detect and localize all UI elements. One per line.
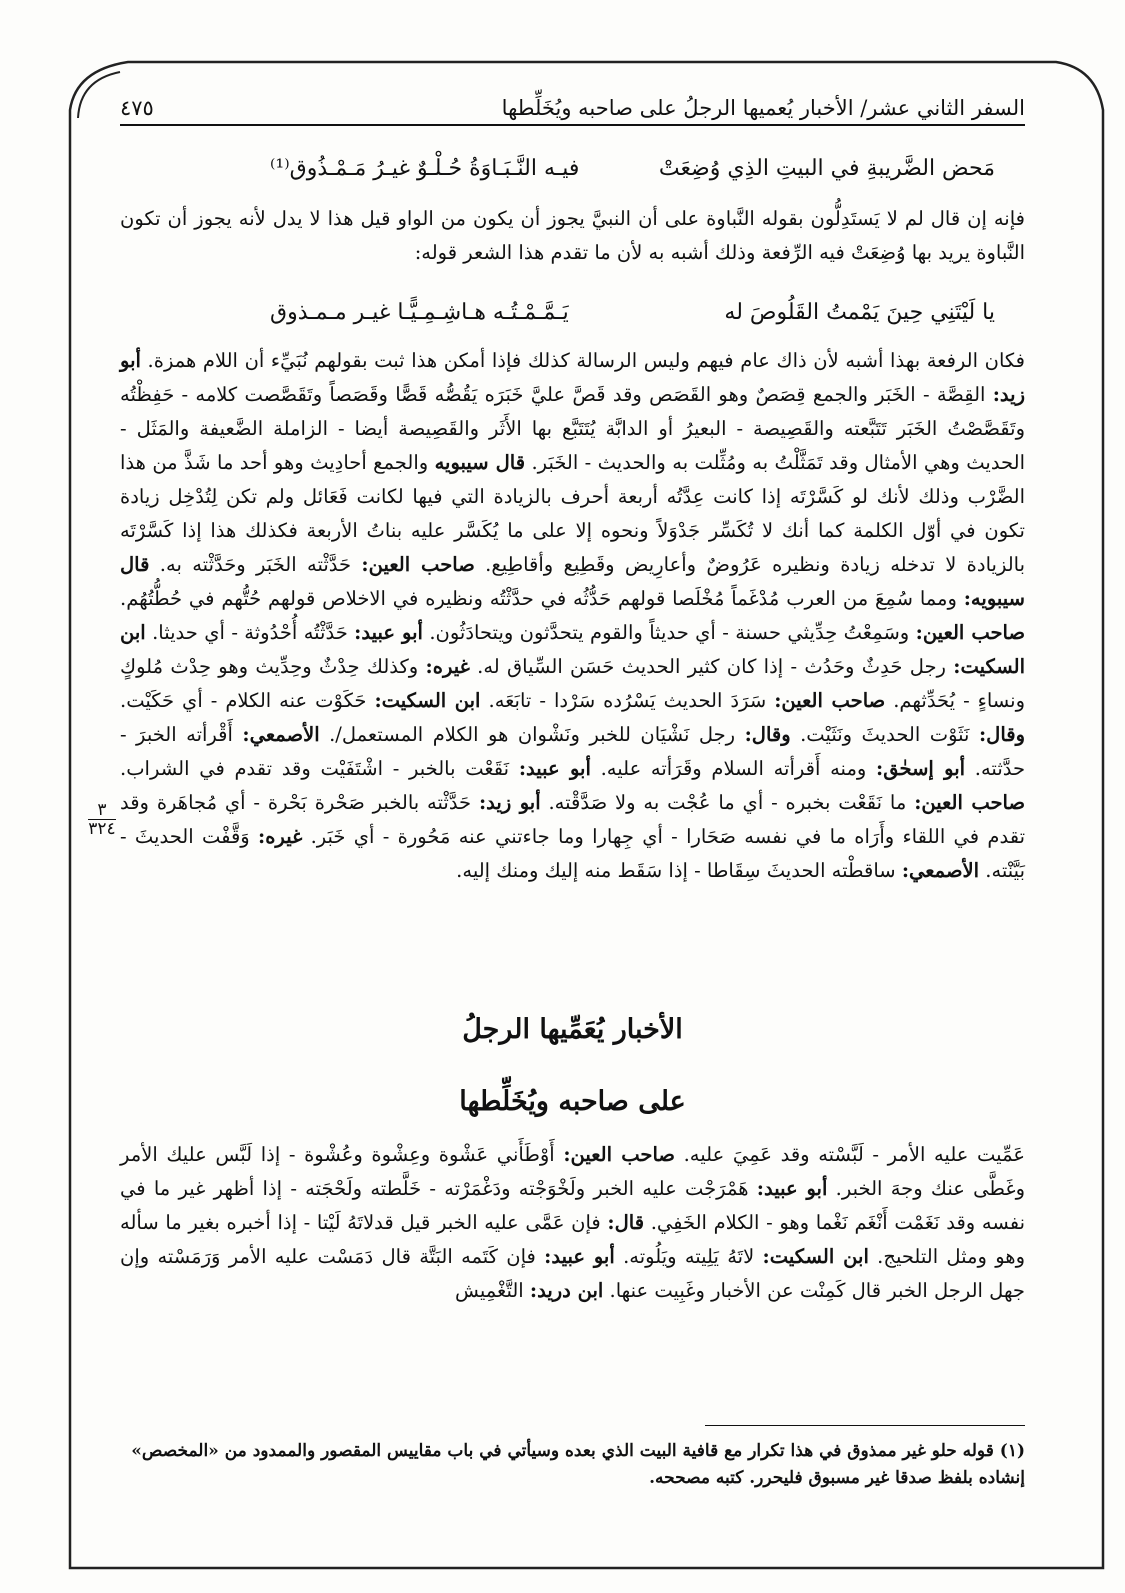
source-name: أبو عبيد: <box>544 1245 615 1268</box>
verse-hemistich: يَـمَّـمْـتُـه هـاشِـمِـيًّـا غيـر مـمـذوق <box>270 300 569 325</box>
source-name: صاحب العين: <box>361 553 475 576</box>
text-run: فإن كَتَمه البَتَّة قال دَمَسْت عليه الأمر وَرَمَسْته وإن جهل الرجل الخبر قال كَمِنْت عن الأخبار وغَبِيت عنها. <box>120 1245 1025 1302</box>
source-name: صاحب العين: <box>563 1143 675 1166</box>
text-run: والجمع أحادِيث وهو أحد ما شَذَّ من هذا الضَّرْب وذلك لأنك لو كَسَّرْتَه إذا كانت عِدَّتُه أربعة أحرف بالزيادة التي فيها لكانت فَعَائل ولم تكن لِتُدْخِل زيادة تكون في أوّل الكلمة كما أنك لا تُكَسِّر جَدْوَلاً ونحوه إلا على ما يُكَسَّر عليه بناتُ الأربعة فكذلك هذا إذا كَسَّرْتَه بالزيادة لا تدخله زيادة ونظيره عَرُوضٌ وأعارِيض وقَطِيع وأقاطِيع. <box>120 451 1026 576</box>
section-heading: على صاحبه ويُخَلِّطها <box>459 1086 686 1117</box>
source-name: أبو عبيد: <box>756 1177 828 1200</box>
source-name: الأصمعي: <box>901 859 980 882</box>
text-run: لاتَهُ يَلِيته ويَلُوته. <box>623 1245 755 1268</box>
header-title: السفر الثاني عشر/ الأخبار يُعميها الرجلُ على صاحبه ويُخَلِّطها <box>501 96 1025 120</box>
text-run: عَمِّيت عليه الأمر - لَبَّسْته وقد عَمِيَ عليه. <box>683 1143 1025 1166</box>
source-name: أبو إسحٰق: <box>876 757 966 780</box>
footnote <box>120 1438 1025 1492</box>
text-run: فإن عَمَّى عليه الخبر قيل قدلاتَهُ لَيْتا - إذا أخبره بغير ما سأله وهو ومثل التلحيج. <box>120 1211 1025 1268</box>
verse-hemistich: مَحض الضَّريبةِ في البيتِ الذِي وُضِعَتْ <box>658 156 995 181</box>
source-name: قال: <box>607 1211 645 1234</box>
source-name: غيره: <box>258 825 303 848</box>
source-name: أبو عبيد: <box>354 621 423 644</box>
source-name: وقال: <box>978 723 1026 746</box>
source-name: وقال: <box>744 723 791 746</box>
running-header <box>120 90 1025 126</box>
source-name: صاحب العين: <box>774 689 886 712</box>
footnote-marker: (١) <box>999 1441 1025 1461</box>
verse-hemistich: فيـه النَّـبَـاوَةُ حُـلْـوٌ غيـرُ مَـمْـذُوق⁽¹⁾ <box>270 156 580 181</box>
text-run: وَقَّفْت الحديثَ - بَيَّنْته. <box>120 825 1025 882</box>
section-heading: الأخبار يُعَمِّيها الرجلُ <box>462 1014 683 1045</box>
source-name: صاحب العين: <box>915 621 1026 644</box>
text-run: ساقطْته الحديثَ سِقَاطا - إذا سَقَط منه إليك ومنك إليه. <box>456 859 896 882</box>
paragraph <box>120 344 1025 888</box>
footnote-divider <box>705 1425 1025 1426</box>
text-run: ما نَقَعْت بخبره - أي ما عُجْت به ولا صَدَّقْته. <box>548 791 907 814</box>
margin-folio-note <box>88 800 116 839</box>
text-run: القِصَّة - الخَبَر والجمع قِصَصٌ وهو القَصَص وقد قَصَّ عليَّ خَبَرَه يَقُصُّه قَصًّا وقَصَصاً وتَقَصَّصت كلامه - حَفِظْتُه وتَقَصَّصْتُ الخَبَر تَتَبَّعته والقَصِيصة - البعيرُ أو الدابَّة يُتَتَبَّع بها الأَثَر والقَصِيصة أيضا - الزاملة الضَّعيفة والمَثَل - الحديث وهي الأمثال وقد تَمَثَّلْتُ به ومُثِّلت به والحديث - الخَبَر. <box>120 383 1026 474</box>
source-name: أبو زيد: <box>120 349 1026 406</box>
folio-bottom: ٣٢٤ <box>88 819 116 839</box>
verse-hemistich: يا لَيْتَنِي حِينَ يَمْمتُ القَلُوصَ له <box>724 300 995 325</box>
source-name: ابن السكيت: <box>762 1245 869 1268</box>
text-run: أَوْطَأَني عَشْوة وعِشْوة وعُشْوة - إذا لَبَّس عليك الأمر وغَطَّى عنك وجهَ الخبر. <box>120 1143 1025 1200</box>
text-run: أَقْرأته الخبرَ - حدَّثته. <box>120 723 1026 780</box>
paragraph <box>120 1138 1025 1308</box>
page-content <box>120 78 1025 1528</box>
source-name: ابن السكيت: <box>374 689 481 712</box>
text-run: التَّغْمِيش <box>455 1279 524 1302</box>
folio-top: ٣ <box>97 800 107 820</box>
verse-line-1 <box>120 156 1025 181</box>
source-name: ابن دريد: <box>529 1279 604 1302</box>
text-run: حَدَّثْته بالخبر صَحْرة بَحْرة - أي مُجاهَرة وقد تقدم في اللقاء وأَرَاه ما في نفسه صَحَارا - أي جِهارا وما جاءتني عنه مَحُورة - أي خَبَر. <box>120 791 1026 848</box>
text-run: وكذلك حِدْثٌ وحِدِّيث وهو حِدْث مُلوكٍ ونساءٍ - يُحَدِّثهم. <box>120 655 1026 712</box>
text-run: حَدَّثْته الخَبَر وحَدَّثْته به. <box>159 553 352 576</box>
text-run: فكان الرفعة بهذا أشبه لأن ذاك عام فيهم وليس الرسالة كذلك فإذا أمكن هذا ثبت بقولهم نُبَيِّء أن اللام همزة. <box>147 349 1025 372</box>
text-run: هَمْرَجْت عليه الخبر ولَخْوَجْته ودَغْمَرْته - خَلَّطته ولَحْجَته - إذا أظهر غير ما في نفسه وقد نَغَمْت أَنْغَم نَغْما وهو - الكلام الخَفِي. <box>120 1177 1026 1234</box>
text-run: نَقَعْت بالخبر - اشْتَفَيْت وقد تقدم في الشراب. <box>120 757 510 780</box>
text-run: رجل حَدِثٌ وحَدُث - إذا كان كثير الحديث حَسَن السِّياق له. <box>477 655 946 678</box>
text-run: حَكَوْت عنه الكلام - أي حَكَيْت. <box>120 689 367 712</box>
text-run: حَدَّثْتُه أُحْدُوثة - أي حديثا. <box>152 621 348 644</box>
source-name: قال سيبويه: <box>120 553 1025 610</box>
source-name: أبو عبيد: <box>518 757 591 780</box>
source-name: غيره: <box>425 655 470 678</box>
source-name: الأصمعي: <box>242 723 320 746</box>
text-run: رجل نَشْيَان للخبر ونَشْوان هو الكلام المستعمل/. <box>329 723 736 746</box>
text-run: نَثَوْت الحديثَ ونَثَيْت. <box>800 723 970 746</box>
source-name: قال سيبويه <box>434 451 526 474</box>
text-run: ومما سُمِعَ من العرب مُدْغَماً مُخْلَصا قولهم حَدُّثُه في حدَّثْتُه ونظيره في الاخلاص قولهم حُتُّهم في حُطُّتُهُم. <box>120 587 957 610</box>
verse-line-2 <box>120 300 1025 325</box>
source-name: أبو زيد: <box>478 791 541 814</box>
source-name: صاحب العين: <box>914 791 1026 814</box>
paragraph: فإنه إن قال لم لا يَستَدِلُّون بقوله النَّباوة على أن النبيَّ يجوز أن يكون من الواو قيل هذا لا يدل لأنه يجوز أن تكون النَّباوة يريد بها وُضِعَتْ فيه الرِّفعة وذلك أشبه به لأن ما تقدم هذا الشعر قوله: <box>120 207 1025 264</box>
text-run: وسَمِعْتُ حِدِّيثي حسنة - أي حديثاً والقوم يتحدَّثون ويتحادَثُون. <box>429 621 910 644</box>
text-run: سَرَدَ الحديث يَسْرُده سَرْدا - تابَعَه. <box>488 689 767 712</box>
footnote-text: قوله حلو غير ممذوق في هذا تكرار مع قافية البيت الذي بعده وسيأتي في باب مقاييس المقصور والممدود من «المخصص» إنشاده بلفظ صدقا غير مسبوق فليحرر. كتبه مصححه. <box>131 1441 1025 1488</box>
page-number: ٤٧٥ <box>120 96 154 120</box>
source-name: ابن السكيت: <box>120 621 1026 678</box>
text-run: ومنه أَقرأته السلام وقَرَأته عليه. <box>600 757 867 780</box>
